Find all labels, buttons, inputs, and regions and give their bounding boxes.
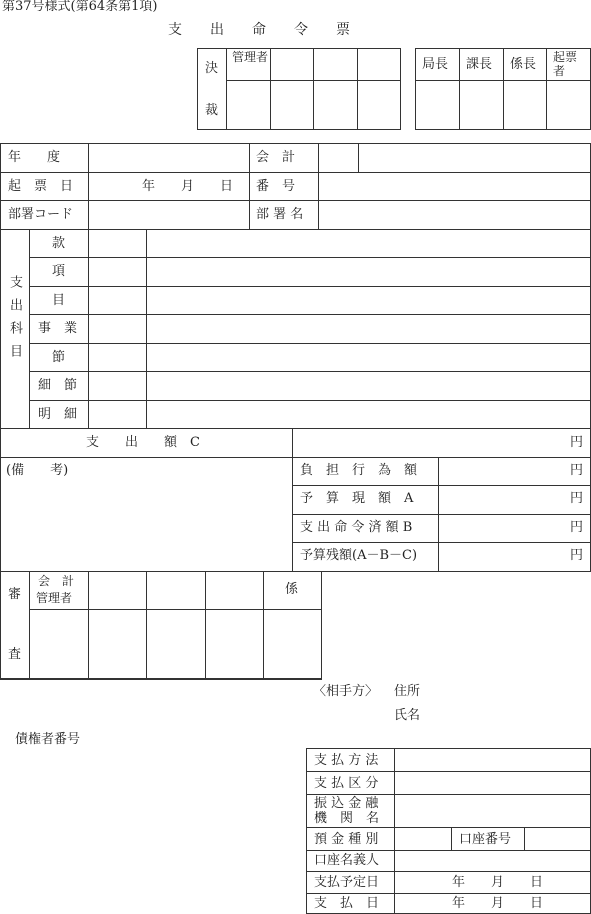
- accounting-field[interactable]: [319, 144, 357, 171]
- expenditure-amount-yen: 円: [570, 435, 584, 450]
- issued-orders-label: 支 出 命 令 済 額 B: [300, 520, 413, 535]
- counterparty-name-label: 氏名: [394, 708, 421, 723]
- remarks-field[interactable]: [2, 480, 290, 568]
- issue-date-label: 起 票 日: [8, 179, 74, 194]
- stamp-label-subsection-chief: 係長: [510, 57, 537, 72]
- payment-category-field[interactable]: [395, 772, 590, 793]
- accountant-label-line1: 会 計: [38, 574, 75, 588]
- dept-name-label: 部 署 名: [256, 207, 304, 222]
- stamp-label-section-chief: 課長: [466, 57, 493, 72]
- payment-date-value[interactable]: 年 月 日: [452, 896, 544, 911]
- deposit-type-field[interactable]: [395, 828, 450, 849]
- budget-remaining-yen: 円: [570, 548, 584, 563]
- expenditure-amount-label: 支 出 額 C: [86, 435, 200, 450]
- subject-row-meisai: 明 細: [38, 407, 78, 422]
- counterparty-label: 〈相手方〉: [313, 684, 379, 699]
- form-number: 第37号様式(第64条第1項): [2, 0, 158, 14]
- subject-row-setsu: 節: [52, 350, 66, 365]
- current-budget-yen: 円: [570, 491, 584, 506]
- approval-stamp-cell-2[interactable]: [271, 81, 312, 129]
- commitment-amount-label: 負 担 行 為 額: [300, 463, 418, 478]
- accountant-stamp-cell[interactable]: [30, 610, 87, 678]
- payment-method-field[interactable]: [395, 749, 590, 770]
- account-holder-field[interactable]: [395, 851, 590, 870]
- remarks-label: (備 考): [6, 463, 69, 478]
- issue-date-value[interactable]: 年 月 日: [142, 179, 234, 194]
- subject-row-kan: 款: [52, 236, 66, 251]
- fiscal-year-label: 年 度: [8, 150, 61, 165]
- payment-method-label: 支 払 方 法: [314, 753, 379, 768]
- stamp-label-director: 局長: [422, 57, 449, 72]
- current-budget-label: 予 算 現 額 A: [300, 491, 414, 506]
- account-number-label: 口座番号: [459, 832, 512, 847]
- counterparty-name-field[interactable]: [425, 706, 585, 724]
- audit-label-bottom: 査: [8, 647, 22, 662]
- fiscal-year-field[interactable]: [89, 144, 248, 171]
- kessai-label-top: 決: [205, 61, 219, 76]
- creditor-number-label: 債権者番号: [15, 732, 81, 747]
- account-number-field[interactable]: [525, 828, 590, 849]
- accountant-label-line2: 管理者: [36, 591, 73, 605]
- counterparty-address-field[interactable]: [425, 682, 585, 700]
- manager-label: 管理者: [232, 50, 269, 64]
- audit-stamp-cell-2[interactable]: [89, 610, 145, 678]
- dept-code-label: 部署コード: [8, 207, 74, 222]
- account-holder-label: 口座名義人: [314, 853, 380, 868]
- audit-stamp-cell-3[interactable]: [147, 610, 204, 678]
- bank-name-field[interactable]: [395, 795, 590, 826]
- expenditure-amount-field[interactable]: [293, 429, 573, 456]
- subject-label: 支出科目: [7, 275, 22, 367]
- subject-row-kou: 項: [52, 264, 66, 279]
- accounting-name-field[interactable]: [359, 144, 590, 171]
- subject-row-moku: 目: [52, 293, 66, 308]
- counterparty-address-label: 住所: [394, 684, 421, 699]
- commitment-amount-yen: 円: [570, 463, 584, 478]
- deposit-type-label: 預 金 種 別: [314, 832, 379, 847]
- accounting-label: 会 計: [256, 150, 296, 165]
- clerk-stamp-cell[interactable]: [264, 610, 320, 678]
- scheduled-date-value[interactable]: 年 月 日: [452, 875, 544, 890]
- bank-label-line1: 振 込 金 融: [314, 796, 379, 811]
- stamp-label-drafter: 起票者: [553, 50, 578, 78]
- page-title: 支 出 命 令 票: [168, 22, 350, 38]
- dept-name-field[interactable]: [319, 201, 590, 228]
- subject-row-saisetsu: 細 節: [38, 378, 78, 393]
- payment-category-label: 支 払 区 分: [314, 776, 379, 791]
- approval-stamp-cell-3[interactable]: [314, 81, 356, 129]
- kessai-label-bottom: 裁: [205, 103, 219, 118]
- bank-label-line2: 機 関 名: [314, 811, 380, 826]
- audit-stamp-cell-4[interactable]: [206, 610, 262, 678]
- budget-remaining-label: 予算残額(A－B－C): [300, 548, 418, 563]
- manager-stamp-cell[interactable]: [227, 81, 269, 129]
- subject-row-jigyou: 事 業: [38, 321, 78, 336]
- number-label: 番 号: [256, 179, 296, 194]
- scheduled-date-label: 支払予定日: [314, 875, 380, 890]
- number-field[interactable]: [319, 173, 590, 199]
- dept-code-field[interactable]: [89, 201, 248, 228]
- audit-label-top: 審: [8, 587, 22, 602]
- issued-orders-yen: 円: [570, 520, 584, 535]
- clerk-label: 係: [285, 582, 299, 597]
- payment-date-label: 支 払 日: [314, 896, 380, 911]
